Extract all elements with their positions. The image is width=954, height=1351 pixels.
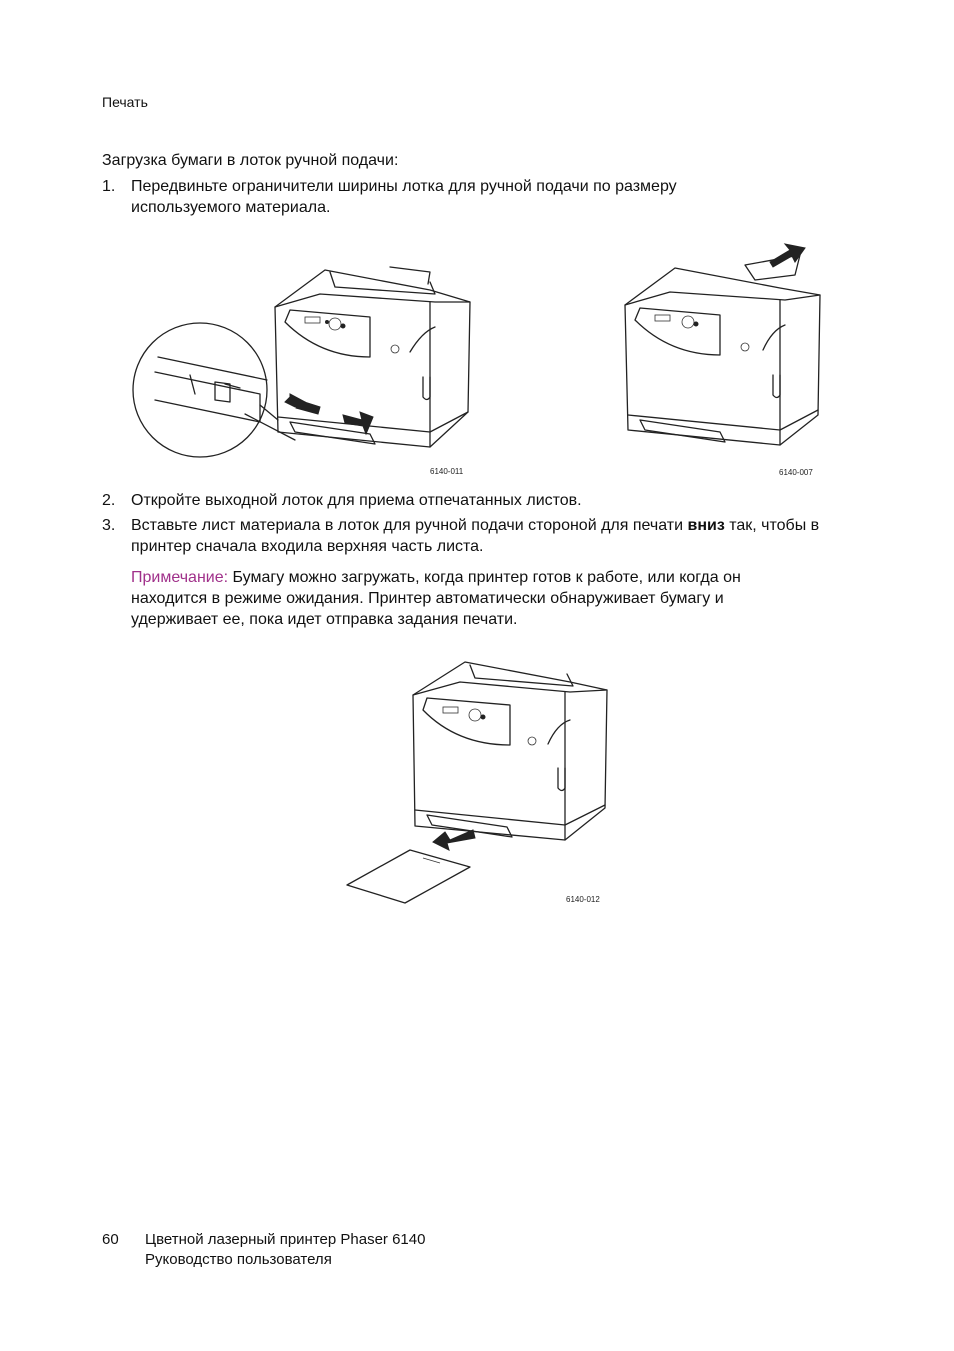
figure-insert-paper	[345, 660, 610, 910]
note-block	[131, 567, 811, 630]
printer-illustration-2	[625, 244, 820, 445]
step-3-text-end: так, чтобы в принтер сначала входила верхняя часть листа.	[131, 517, 820, 555]
step-1-number: 1.	[102, 178, 116, 195]
footer-guide: Руководство пользователя	[145, 1251, 332, 1268]
paper-sheet	[347, 850, 470, 903]
printer-illustration-1	[275, 267, 470, 447]
figure-1-label: 6140-011	[430, 467, 464, 476]
step-2-text: Откройте выходной лоток для приема отпечатанных листов.	[131, 492, 582, 509]
figure-2-label: 6140-007	[779, 468, 813, 477]
figure-output-tray	[620, 240, 830, 455]
printer-illustration-3	[413, 662, 607, 850]
page-number: 60	[102, 1231, 119, 1248]
step-3-emphasis: вниз	[687, 517, 725, 534]
step-1-text: Передвиньте ограничители ширины лотка для ручной подачи по размеру используемого материала.	[131, 178, 677, 216]
intro-text: Загрузка бумаги в лоток ручной подачи:	[102, 152, 399, 169]
step-2-number: 2.	[102, 492, 116, 509]
magnified-inset	[133, 323, 295, 457]
step-3	[102, 515, 842, 559]
note-label: Примечание:	[131, 569, 229, 586]
note-text: Бумагу можно загружать, когда принтер готов к работе, или когда он находится в режиме ожидания. Принтер автоматически обнаруживает бумагу и удерживает ее, пока идет отправка задания печати.	[131, 569, 741, 628]
page-header: Печать	[102, 94, 148, 110]
figure-adjust-guides	[130, 262, 480, 482]
step-3-number: 3.	[102, 517, 116, 534]
step-3-text	[131, 515, 831, 557]
step-1	[102, 176, 842, 220]
footer-product: Цветной лазерный принтер Phaser 6140	[145, 1231, 426, 1248]
figure-3-label: 6140-012	[566, 895, 600, 904]
step-3-text-start: Вставьте лист материала в лоток для ручной подачи стороной для печати	[131, 517, 688, 534]
step-2	[102, 490, 842, 512]
